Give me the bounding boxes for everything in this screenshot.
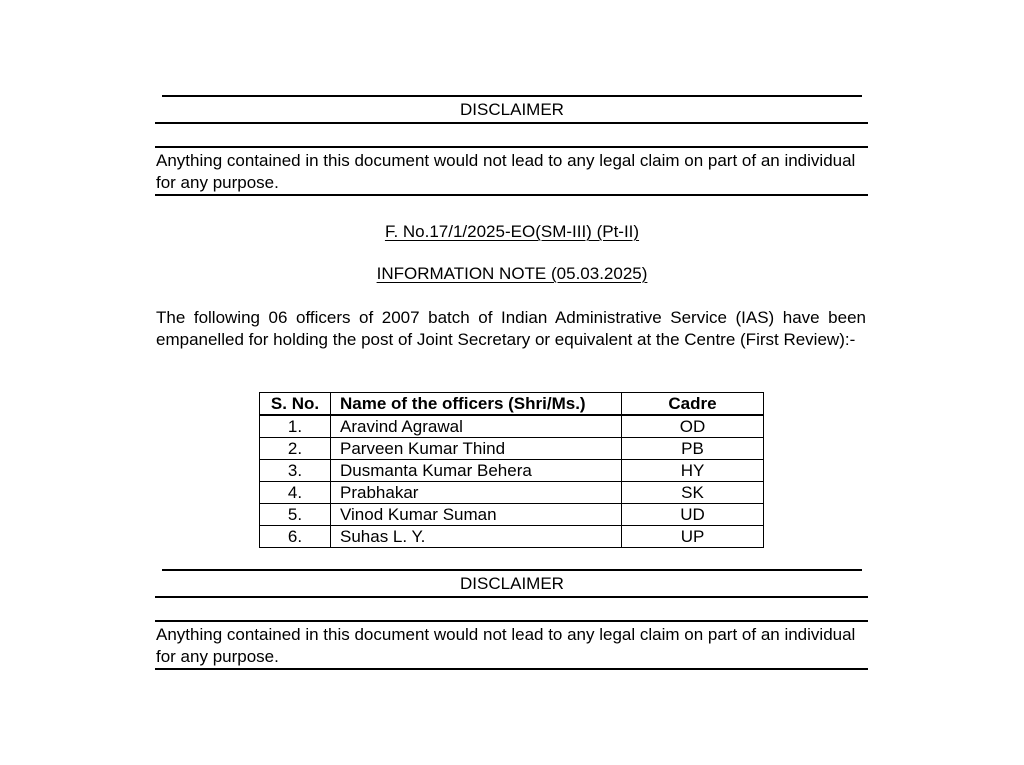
disclaimer-text-bottom: Anything contained in this document would not lead to any legal claim on part of an individual for any purpose. <box>156 625 856 666</box>
table-row <box>260 504 764 526</box>
divider-line <box>155 620 868 622</box>
cell-sno: 4. <box>260 482 331 504</box>
divider-line <box>155 146 868 148</box>
intro-paragraph: The following 06 officers of 2007 batch of Indian Administrative Service (IAS) have been empanelled for holding the post of Joint Secretary or equivalent at the Centre (First Review):- <box>156 308 866 349</box>
cell-sno: 5. <box>260 504 331 526</box>
table-row <box>260 415 764 438</box>
file-number: F. No.17/1/2025-EO(SM-III) (Pt-II) <box>384 222 640 241</box>
table-header-row <box>260 393 764 416</box>
cell-cadre: UD <box>622 504 764 526</box>
divider-line <box>155 122 868 124</box>
cell-sno: 3. <box>260 460 331 482</box>
cell-name: Vinod Kumar Suman <box>331 504 622 526</box>
officers-table <box>259 392 764 548</box>
table-row <box>260 526 764 548</box>
cell-cadre: HY <box>622 460 764 482</box>
table-row <box>260 482 764 504</box>
cell-name: Aravind Agrawal <box>331 415 622 438</box>
disclaimer-text-top: Anything contained in this document would not lead to any legal claim on part of an individual for any purpose. <box>156 151 856 192</box>
note-title: INFORMATION NOTE (05.03.2025) <box>376 264 648 283</box>
cell-sno: 1. <box>260 415 331 438</box>
cell-cadre: PB <box>622 438 764 460</box>
table-row <box>260 438 764 460</box>
header-cadre: Cadre <box>622 393 764 416</box>
cell-cadre: OD <box>622 415 764 438</box>
cell-sno: 6. <box>260 526 331 548</box>
divider-line <box>155 194 868 196</box>
cell-name: Suhas L. Y. <box>331 526 622 548</box>
table-row <box>260 460 764 482</box>
header-sno: S. No. <box>260 393 331 416</box>
divider-line <box>155 596 868 598</box>
cell-cadre: SK <box>622 482 764 504</box>
divider-line <box>155 668 868 670</box>
disclaimer-heading-top: DISCLAIMER <box>460 100 564 119</box>
divider-line <box>162 95 862 97</box>
cell-name: Prabhakar <box>331 482 622 504</box>
cell-cadre: UP <box>622 526 764 548</box>
disclaimer-heading-bottom: DISCLAIMER <box>460 574 564 593</box>
cell-sno: 2. <box>260 438 331 460</box>
divider-line <box>162 569 862 571</box>
cell-name: Dusmanta Kumar Behera <box>331 460 622 482</box>
cell-name: Parveen Kumar Thind <box>331 438 622 460</box>
header-name: Name of the officers (Shri/Ms.) <box>331 393 622 416</box>
